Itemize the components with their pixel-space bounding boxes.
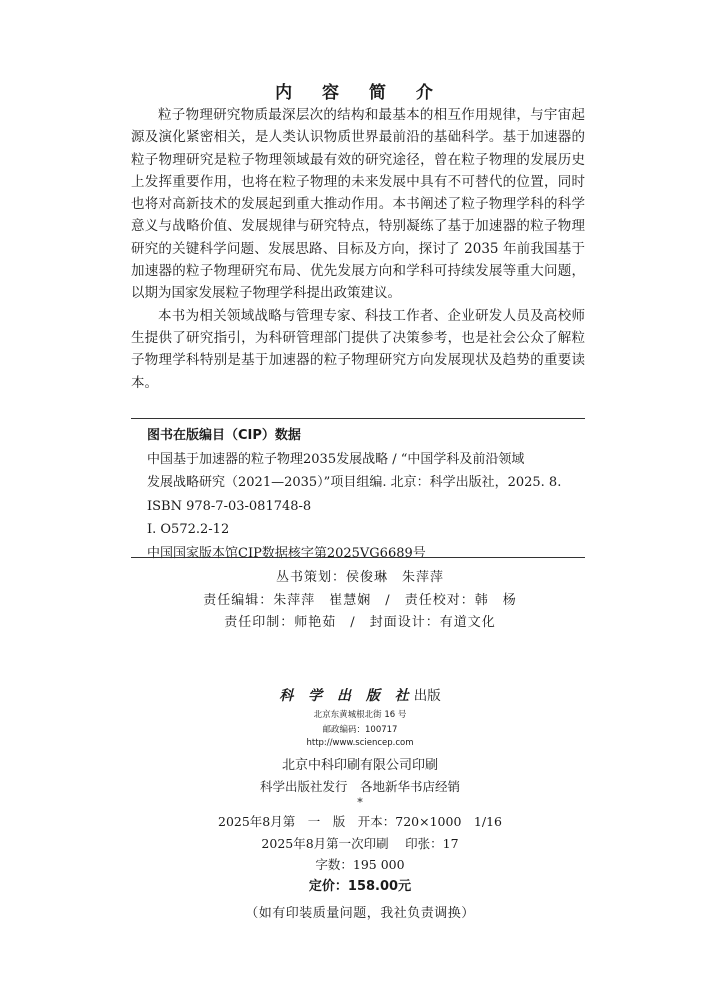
cip-isbn: ISBN 978-7-03-081748-8 bbox=[147, 498, 312, 514]
print-supervisor-names: 师艳茹 bbox=[294, 615, 337, 630]
editor-names: 朱萍萍 崔慧娴 bbox=[273, 592, 372, 608]
price: 定价：158.00元 bbox=[308, 879, 412, 894]
cip-title: 图书在版编目（CIP）数据 bbox=[147, 428, 301, 443]
separator-star: * bbox=[357, 796, 363, 809]
cip-description-line-2: 发展战略研究（2021—2035）”项目组编. 北京：科学出版社，2025. 8. bbox=[147, 475, 562, 490]
publisher-postcode: 邮政编码：100717 bbox=[322, 725, 398, 735]
credits-row-editor: 责任编辑：朱萍萍 崔慧娴 / 责任校对：韩 杨 bbox=[203, 592, 517, 608]
proofreader-label: 责任校对： bbox=[404, 592, 475, 608]
word-count: 字数：195 000 bbox=[315, 857, 405, 872]
series-planner-label: 丛书策划： bbox=[275, 570, 346, 585]
cover-design-label: 封面设计： bbox=[369, 615, 440, 630]
print-supervisor-label: 责任印制： bbox=[224, 615, 295, 630]
page-title: 内 容 简 介 bbox=[275, 83, 445, 103]
cip-block bbox=[147, 424, 577, 565]
series-planner-names: 侯俊琳 朱萍萍 bbox=[346, 570, 445, 585]
editor-label: 责任编辑： bbox=[203, 592, 274, 608]
publisher-url: http://www.sciencep.com bbox=[306, 738, 414, 748]
intro-paragraph-2: 本书为相关领域战略与管理专家、科技工作者、企业研发人员及高校师生提供了研究指引，为科研管理部门提供了决策参考，也是社会公众了解粒子物理学科特别是基于加速器的粒子物理研究方向发展现状及趋势的重要读本。 bbox=[131, 307, 585, 391]
publisher-line bbox=[0, 684, 720, 705]
publisher-logo: 科 学 出 版 社 bbox=[279, 688, 414, 704]
intro-paragraph-1: 粒子物理研究物质最深层次的结构和最基本的相互作用规律，与宇宙起源及演化紧密相关，是人类认识物质世界最前沿的基础科学。基于加速器的粒子物理研究是粒子物理领域最有效的研究途径，曾在粒子物理的发展历史上发挥重要作用，也将在粒子物理的未来发展中具有不可替代的位置，同时也将对高新技术的发展起到重大推动作用。本书阐述了粒子物理学科的科学意义与战略价值、发展规律与研究特点，特别凝练了基于加速器的粒子物理研究的关键科学问题、发展思路、目标及方向，探讨了 2035 年前我国基于加速器的粒子物理研究布局、优先发展方向和学科可持续发展等重大问题，以期为国家发展粒子物理学科提出政策建议。 bbox=[131, 107, 585, 302]
quality-notice: （如有印装质量问题，我社负责调换） bbox=[245, 906, 475, 921]
impression-line: 2025年8月第一次印刷 印张：17 bbox=[261, 836, 459, 851]
credits-block bbox=[0, 567, 720, 635]
printer-name: 北京中科印刷有限公司印刷 bbox=[281, 758, 438, 773]
cip-classification: Ⅰ. O572.2-12 bbox=[147, 522, 230, 537]
edition-line: 2025年8月第 一 版 开本：720×1000 1/16 bbox=[218, 814, 502, 829]
publisher-address: 北京东黄城根北街 16 号 bbox=[313, 710, 407, 720]
cip-bottom-rule bbox=[131, 557, 585, 558]
publisher-suffix: 出版 bbox=[413, 688, 441, 704]
credits-row-series bbox=[0, 567, 720, 590]
credits-row-print: 责任印制：师艳茹 / 封面设计：有道文化 bbox=[224, 615, 496, 630]
cip-top-rule bbox=[131, 418, 585, 419]
introduction bbox=[131, 104, 585, 394]
proofreader-names: 韩 杨 bbox=[474, 592, 517, 608]
cover-design-names: 有道文化 bbox=[439, 615, 496, 630]
cip-description-line-1: 中国基于加速器的粒子物理2035发展战略 / “中国学科及前沿领域 bbox=[147, 451, 525, 467]
cip-number: 中国国家版本馆CIP数据核字第2025VG6689号 bbox=[147, 545, 426, 561]
distribution-line: 科学出版社发行 各地新华书店经销 bbox=[259, 779, 460, 794]
